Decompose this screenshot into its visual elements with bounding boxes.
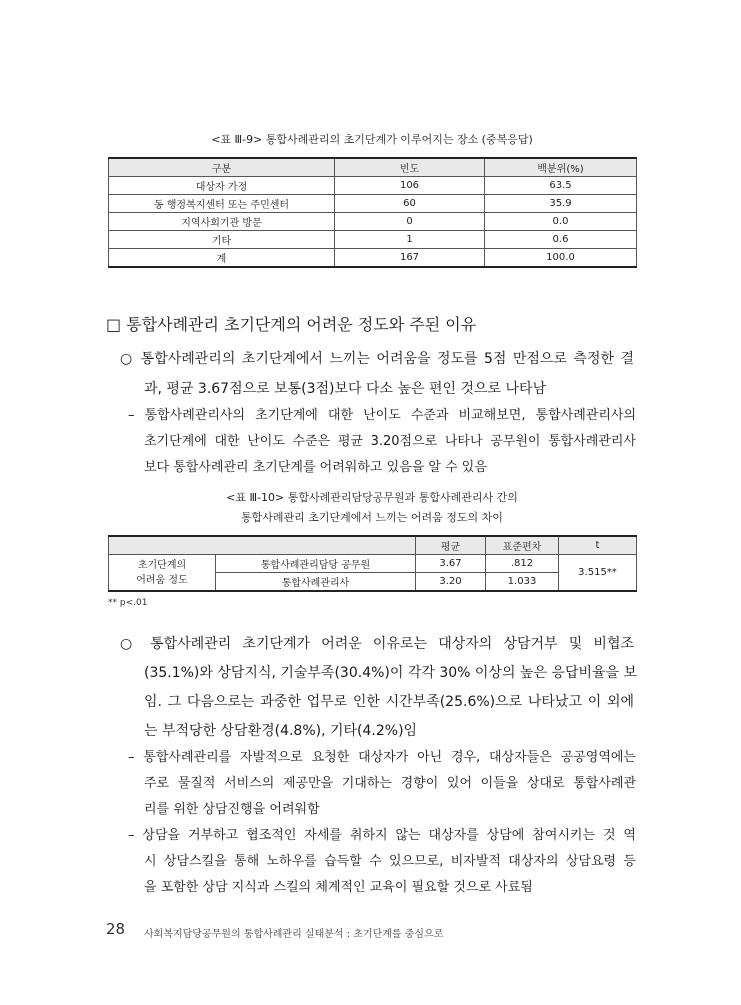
dash-line: 리를 위한 상담진행을 어려워함 <box>144 802 320 817</box>
dash-line: 주로 물질적 서비스의 제공만을 기대하는 경향이 있어 이들을 상대로 통합사례관 <box>144 776 636 791</box>
table-cell: 35.9 <box>485 195 637 213</box>
bullet-line: 과, 평균 3.67점으로 보통(3점)보다 다소 높은 편인 것으로 나타남 <box>144 381 547 397</box>
table-cell: 63.5 <box>485 177 637 195</box>
header-cell: 구분 <box>109 158 335 177</box>
table-cell: 100.0 <box>485 249 637 268</box>
table2-note: ** p<.01 <box>108 598 148 608</box>
dash-line: 을 포함한 상담 지식과 스킬의 체계적인 교육이 필요할 것으로 사료됨 <box>144 880 533 895</box>
table1-caption: <표 Ⅲ-9> 통합사례관리의 초기단계가 이루어지는 장소 (중복응답) <box>211 133 533 146</box>
dash-line: 보다 통합사례관리 초기단계를 어려워하고 있음을 알 수 있음 <box>144 460 487 475</box>
table-cell: 0 <box>335 213 485 231</box>
page-number: 28 <box>106 920 126 938</box>
bullet-line: ○ 통합사례관리 초기단계가 어려운 이유로는 대상자의 상담거부 및 비협조 <box>120 636 634 652</box>
table-row <box>109 177 637 195</box>
table-cell: 동 행정복지센터 또는 주민센터 <box>109 195 335 213</box>
table2 <box>108 535 637 592</box>
table2-caption: 통합사례관리 초기단계에서 느끼는 어려움 정도의 차이 <box>241 511 503 524</box>
header-cell: t <box>559 536 637 555</box>
table-cell: 60 <box>335 195 485 213</box>
dash-line: 초기단계에 대한 난이도 수준은 평균 3.20점으로 나타나 공무원이 통합사례관리사 <box>144 434 636 449</box>
table-cell: 3.20 <box>416 573 486 592</box>
table-cell: 0.0 <box>485 213 637 231</box>
table-cell: 대상자 가정 <box>109 177 335 195</box>
dash-line: – 통합사례관리사의 초기단계에 대한 난이도 수준과 비교해보면, 통합사례관리사의 <box>128 408 636 423</box>
table-total-row <box>109 249 637 268</box>
table1 <box>108 157 637 268</box>
bullet-line: 임. 그 다음으로는 과중한 업무로 인한 시간부족(25.6%)으로 나타났고 이 외에 <box>144 694 634 710</box>
table-cell: 계 <box>109 249 335 268</box>
dash-line: – 통합사례관리를 자발적으로 요청한 대상자가 아닌 경우, 대상자들은 공공영역에는 <box>128 750 636 765</box>
table-cell: .812 <box>486 555 559 573</box>
table2-caption: <표 Ⅲ-10> 통합사례관리담당공무원과 통합사례관리사 간의 <box>226 491 518 504</box>
table-cell: 0.6 <box>485 231 637 249</box>
dash-line: – 상담을 거부하고 협조적인 자세를 취하지 않는 대상자를 상담에 참여시키는 것 역 <box>128 828 636 843</box>
table-cell: 1.033 <box>486 573 559 592</box>
header-cell: 표준편차 <box>486 536 559 555</box>
table-row <box>109 195 637 213</box>
bullet-line: 는 부적당한 상담환경(4.8%), 기타(4.2%)임 <box>144 723 418 739</box>
table-cell: 통합사례관리사 <box>216 573 416 592</box>
section-heading: □ 통합사례관리 초기단계의 어려운 정도와 주된 이유 <box>106 315 477 334</box>
header-cell: 백분위(%) <box>485 158 637 177</box>
table-cell: 167 <box>335 249 485 268</box>
table-row <box>109 213 637 231</box>
table-header-row <box>109 536 637 555</box>
table-cell: 3.67 <box>416 555 486 573</box>
dash-line: 시 상담스킬을 통해 노하우를 습득할 수 있으므로, 비자발적 대상자의 상담요령 등 <box>144 854 636 869</box>
bullet-line: ○ 통합사례관리의 초기단계에서 느끼는 어려움을 정도를 5점 만점으로 측정한 결 <box>120 351 634 367</box>
header-cell-empty <box>109 536 416 555</box>
bullet-line: (35.1%)와 상담지식, 기술부족(30.4%)이 각각 30% 이상의 높은 응답비율을 보 <box>144 665 638 681</box>
table-row <box>109 555 637 573</box>
table-cell: 지역사회기관 방문 <box>109 213 335 231</box>
table-header-row <box>109 158 637 177</box>
table-cell: 1 <box>335 231 485 249</box>
table-row <box>109 231 637 249</box>
row-group-label: 초기단계의 어려움 정도 <box>109 555 216 592</box>
t-value-cell: 3.515** <box>559 555 637 592</box>
table-cell: 기타 <box>109 231 335 249</box>
running-title: 사회복지담당공무원의 통합사례관리 실태분석 : 초기단계를 중심으로 <box>144 929 444 940</box>
table-cell: 통합사례관리담당 공무원 <box>216 555 416 573</box>
header-cell: 평균 <box>416 536 486 555</box>
header-cell: 빈도 <box>335 158 485 177</box>
table-cell: 106 <box>335 177 485 195</box>
